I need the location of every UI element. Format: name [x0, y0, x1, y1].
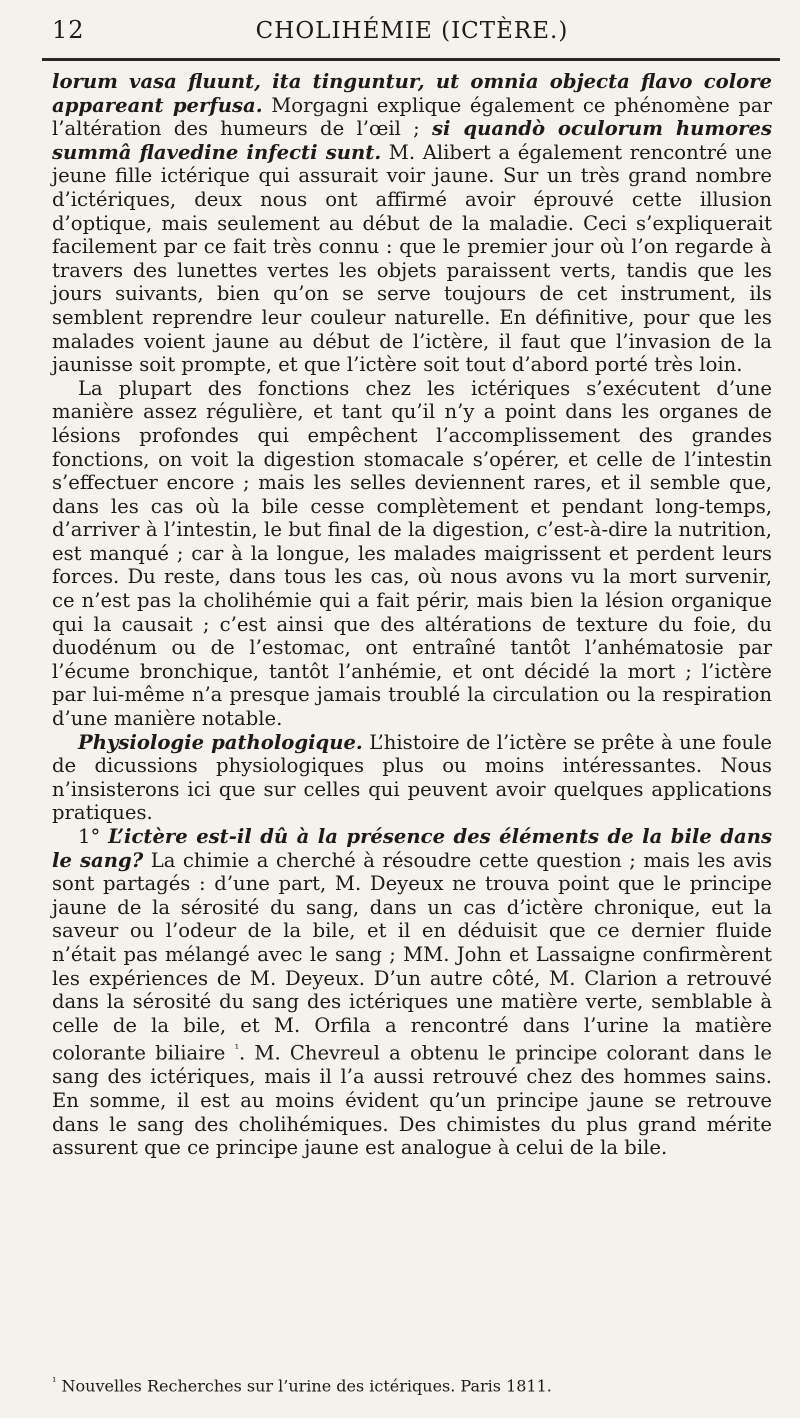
- text-run: La plupart des fonctions chez les ictériques s’exécutent d’une manière assez régulière, et tant qu’il n’y a point dans les organes de lésions profondes qui empêchent l’accomplissement des grandes fonctions, on voit la digestion stomacale s’opérer, et celle de l’intestin s’effectuer encore ; mais les selles deviennent rares, et il semble que, dans les cas où la bile cesse complètement et pendant long-temps, d’arriver à l’intestin, le but final de la digestion, c’est-à-dire la nutrition, est manqué ; car à la longue, les malades maigrissent et perdent leurs forces. Du reste, dans tous les cas, où nous avons vu la mort survenir, ce n’est pas la cholihémie qui a fait périr, mais bien la lésion organique qui la causait ; c’est ainsi que des altérations de texture du foie, du duodénum ou de l’estomac, ont entraîné tantôt l’anhématosie par l’écume bronchique, tantôt l’anhémie, et ont décidé la mort ; l’ictère par lui-même n’a presque jamais troublé la circulation ou la respiration d’une manière notable.: [52, 376, 772, 731]
- text-run: Morgagni explique également ce phénomène par l’altération des humeurs de l’œil ;: [52, 93, 772, 141]
- header-rule: [42, 58, 780, 61]
- paragraph: [52, 731, 772, 825]
- question-heading: L’ictère est-il dû à la présence des éléments de la bile dans le sang?: [52, 825, 772, 872]
- body-text: [52, 70, 772, 1160]
- page-number: 12: [52, 16, 85, 44]
- text-run: La chimie a cherché à résoudre cette question ; mais les avis sont partagés : d’une part, M. Deyeux ne trouva point que le principe jaune de la sérosité du sang, dans un cas d’ictère chronique, eut la saveur ou l’odeur de la bile, et il en déduisit que ce dernier fluide n’était pas mélangé avec le sang ; MM. John et Lassaigne confirmèrent les expériences de M. Deyeux. D’un autre côté, M. Clarion a retrouvé dans la sérosité du sang des ictériques une matière verte, semblable à celle de la bile, et M. Orfila a rencontré dans l’urine la matière colorante biliaire: [52, 848, 772, 1065]
- latin-quote: lorum vasa fluunt, ita tinguntur, ut omnia objecta flavo colore appareant perfusa.: [52, 70, 772, 117]
- text-run: M. Alibert a également rencontré une jeune fille ictérique qui assurait voir jaune. Sur un très grand nombre d’ictériques, deux nous ont affirmé avoir éprouvé cette illusion d’optique, mais seulement au début de la maladie. Ceci s’expliquerait facilement par ce fait très connu : que le premier jour où l’on regarde à travers des lunettes vertes les objets paraissent verts, tandis que les jours suivants, bien qu’on se serve toujours de cet instrument, ils semblent reprendre leur couleur naturelle. En définitive, pour que les malades voient jaune au début de l’ictère, il faut que l’invasion de la jaunisse soit prompte, et que l’ictère soit tout d’abord porté très loin.: [52, 140, 772, 377]
- running-head: [42, 10, 782, 50]
- list-number: 1°: [78, 825, 109, 848]
- footnote-reference[interactable]: ¹: [234, 1042, 239, 1056]
- footnote-mark: ¹: [52, 1375, 57, 1388]
- paragraph: [52, 377, 772, 731]
- footnote-text: Nouvelles Recherches sur l’urine des ictériques. Paris 1811.: [61, 1376, 552, 1396]
- paragraph: [52, 70, 772, 377]
- paragraph: [52, 825, 772, 1160]
- footnote: [52, 1372, 772, 1396]
- section-heading: Physiologie pathologique.: [78, 730, 363, 754]
- running-title: CHOLIHÉMIE (ICTÈRE.): [255, 18, 569, 44]
- latin-quote: si quandò oculorum humores summâ flavedine infecti sunt.: [52, 117, 772, 164]
- text-run: . M. Chevreul a obtenu le principe colorant dans le sang des ictériques, mais il l’a aussi retrouvé chez des hommes sains. En somme, il est au moins évident qu’un principe jaune se retrouve dans le sang des cholihémiques. Des chimistes du plus grand mérite assurent que ce principe jaune est analogue à celui de la bile.: [52, 1041, 772, 1160]
- text-run: L’histoire de l’ictère se prête à une foule de dicussions physiologiques plus ou moins intéressantes. Nous n’insisterons ici que sur celles qui peuvent avoir quelques applications pratiques.: [52, 730, 772, 825]
